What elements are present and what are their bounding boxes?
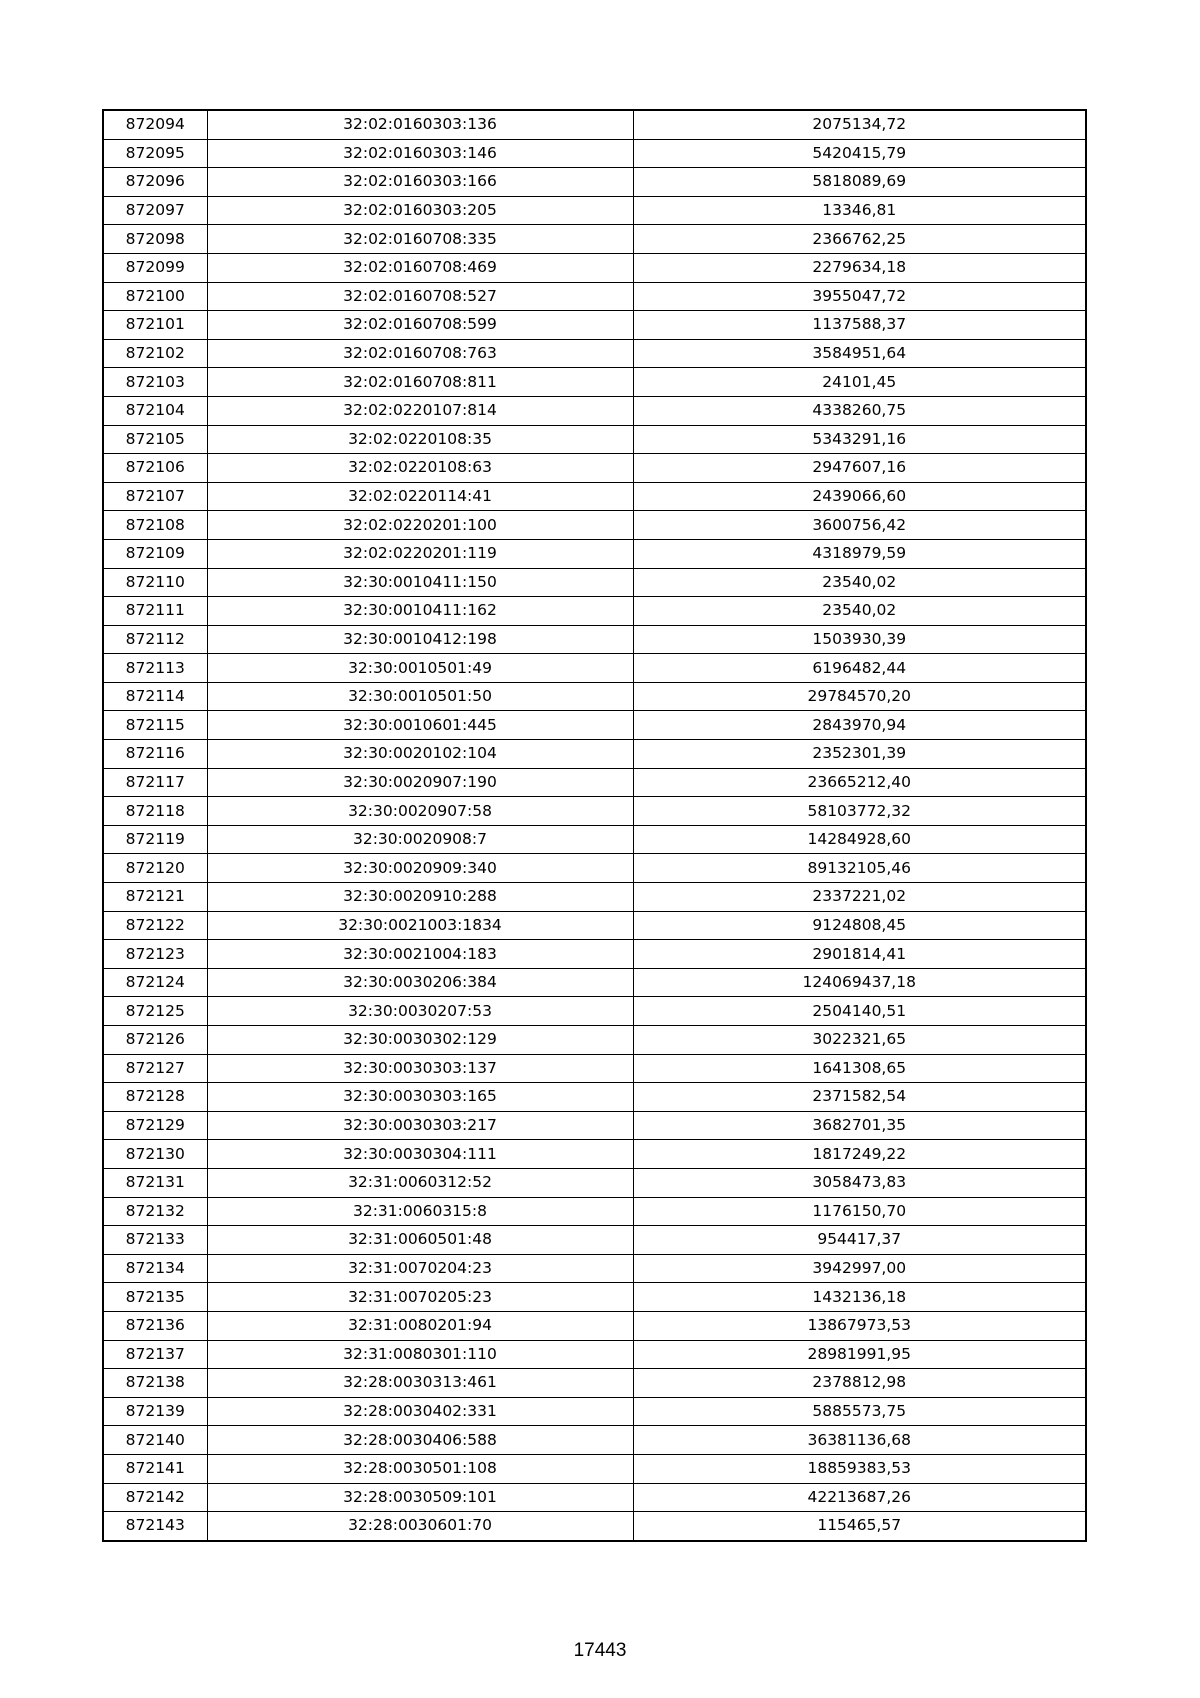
value-cell: 4318979,59	[633, 539, 1086, 568]
value-cell: 115465,57	[633, 1512, 1086, 1541]
value-cell: 124069437,18	[633, 968, 1086, 997]
cadastral-number-cell: 32:28:0030501:108	[207, 1454, 633, 1483]
row-id-cell: 872117	[103, 768, 207, 797]
table-row	[103, 1397, 1086, 1426]
row-id-cell: 872137	[103, 1340, 207, 1369]
cadastral-number-cell: 32:02:0160303:136	[207, 110, 633, 139]
cadastral-number-cell: 32:30:0020907:58	[207, 797, 633, 826]
cadastral-number-cell: 32:31:0060312:52	[207, 1168, 633, 1197]
row-id-cell: 872140	[103, 1426, 207, 1455]
cadastral-number-cell: 32:30:0020102:104	[207, 740, 633, 769]
cadastral-number-cell: 32:02:0220114:41	[207, 482, 633, 511]
row-id-cell: 872143	[103, 1512, 207, 1541]
value-cell: 23540,02	[633, 568, 1086, 597]
table-row	[103, 196, 1086, 225]
row-id-cell: 872142	[103, 1483, 207, 1512]
row-id-cell: 872114	[103, 682, 207, 711]
value-cell: 2075134,72	[633, 110, 1086, 139]
value-cell: 2843970,94	[633, 711, 1086, 740]
cadastral-number-cell: 32:02:0160303:205	[207, 196, 633, 225]
cadastral-number-cell: 32:30:0030303:217	[207, 1111, 633, 1140]
cadastral-number-cell: 32:02:0220107:814	[207, 396, 633, 425]
value-cell: 1817249,22	[633, 1140, 1086, 1169]
row-id-cell: 872097	[103, 196, 207, 225]
table-row	[103, 396, 1086, 425]
table-row	[103, 139, 1086, 168]
table-row	[103, 940, 1086, 969]
value-cell: 6196482,44	[633, 654, 1086, 683]
row-id-cell: 872116	[103, 740, 207, 769]
row-id-cell: 872104	[103, 396, 207, 425]
table-row	[103, 1054, 1086, 1083]
value-cell: 36381136,68	[633, 1426, 1086, 1455]
row-id-cell: 872109	[103, 539, 207, 568]
table-row	[103, 482, 1086, 511]
cadastral-number-cell: 32:31:0080201:94	[207, 1311, 633, 1340]
row-id-cell: 872136	[103, 1311, 207, 1340]
table-row	[103, 425, 1086, 454]
cadastral-number-cell: 32:30:0030207:53	[207, 997, 633, 1026]
value-cell: 954417,37	[633, 1226, 1086, 1255]
table-row	[103, 797, 1086, 826]
value-cell: 58103772,32	[633, 797, 1086, 826]
value-cell: 2279634,18	[633, 253, 1086, 282]
row-id-cell: 872124	[103, 968, 207, 997]
value-cell: 2352301,39	[633, 740, 1086, 769]
row-id-cell: 872112	[103, 625, 207, 654]
value-cell: 2337221,02	[633, 883, 1086, 912]
value-cell: 3942997,00	[633, 1254, 1086, 1283]
cadastral-number-cell: 32:28:0030601:70	[207, 1512, 633, 1541]
table-row	[103, 1168, 1086, 1197]
cadastral-number-cell: 32:30:0010412:198	[207, 625, 633, 654]
table-row	[103, 1483, 1086, 1512]
data-table-container	[102, 109, 1085, 1542]
row-id-cell: 872120	[103, 854, 207, 883]
table-row	[103, 911, 1086, 940]
row-id-cell: 872105	[103, 425, 207, 454]
value-cell: 1137588,37	[633, 311, 1086, 340]
value-cell: 4338260,75	[633, 396, 1086, 425]
table-row	[103, 654, 1086, 683]
row-id-cell: 872138	[103, 1369, 207, 1398]
row-id-cell: 872102	[103, 339, 207, 368]
value-cell: 24101,45	[633, 368, 1086, 397]
table-row	[103, 1111, 1086, 1140]
table-row	[103, 768, 1086, 797]
row-id-cell: 872099	[103, 253, 207, 282]
cadastral-number-cell: 32:30:0010501:49	[207, 654, 633, 683]
cadastral-number-cell: 32:30:0020910:288	[207, 883, 633, 912]
table-row	[103, 1340, 1086, 1369]
table-row	[103, 1311, 1086, 1340]
cadastral-number-cell: 32:30:0020907:190	[207, 768, 633, 797]
cadastral-number-cell: 32:31:0080301:110	[207, 1340, 633, 1369]
value-cell: 13346,81	[633, 196, 1086, 225]
cadastral-number-cell: 32:02:0160708:527	[207, 282, 633, 311]
table-row	[103, 682, 1086, 711]
cadastral-number-cell: 32:30:0020908:7	[207, 825, 633, 854]
cadastral-number-cell: 32:31:0070204:23	[207, 1254, 633, 1283]
value-cell: 1503930,39	[633, 625, 1086, 654]
row-id-cell: 872115	[103, 711, 207, 740]
cadastral-number-cell: 32:30:0021004:183	[207, 940, 633, 969]
value-cell: 2947607,16	[633, 454, 1086, 483]
table-row	[103, 253, 1086, 282]
cadastral-number-cell: 32:30:0010411:150	[207, 568, 633, 597]
row-id-cell: 872128	[103, 1083, 207, 1112]
value-cell: 5885573,75	[633, 1397, 1086, 1426]
table-row	[103, 1197, 1086, 1226]
value-cell: 18859383,53	[633, 1454, 1086, 1483]
row-id-cell: 872094	[103, 110, 207, 139]
row-id-cell: 872110	[103, 568, 207, 597]
cadastral-number-cell: 32:02:0220201:119	[207, 539, 633, 568]
value-cell: 2504140,51	[633, 997, 1086, 1026]
cadastral-number-cell: 32:02:0160303:166	[207, 168, 633, 197]
cadastral-number-cell: 32:31:0060501:48	[207, 1226, 633, 1255]
cadastral-number-cell: 32:02:0160708:763	[207, 339, 633, 368]
row-id-cell: 872100	[103, 282, 207, 311]
cadastral-number-cell: 32:30:0010411:162	[207, 597, 633, 626]
cadastral-number-cell: 32:30:0030303:137	[207, 1054, 633, 1083]
value-cell: 3022321,65	[633, 1026, 1086, 1055]
cadastral-number-cell: 32:02:0220108:35	[207, 425, 633, 454]
value-cell: 29784570,20	[633, 682, 1086, 711]
table-row	[103, 1426, 1086, 1455]
data-table	[102, 109, 1087, 1542]
row-id-cell: 872131	[103, 1168, 207, 1197]
row-id-cell: 872126	[103, 1026, 207, 1055]
cadastral-number-cell: 32:02:0220201:100	[207, 511, 633, 540]
table-row	[103, 1283, 1086, 1312]
row-id-cell: 872125	[103, 997, 207, 1026]
row-id-cell: 872113	[103, 654, 207, 683]
table-row	[103, 568, 1086, 597]
cadastral-number-cell: 32:31:0060315:8	[207, 1197, 633, 1226]
cadastral-number-cell: 32:28:0030313:461	[207, 1369, 633, 1398]
value-cell: 23540,02	[633, 597, 1086, 626]
cadastral-number-cell: 32:31:0070205:23	[207, 1283, 633, 1312]
table-row	[103, 740, 1086, 769]
value-cell: 42213687,26	[633, 1483, 1086, 1512]
row-id-cell: 872119	[103, 825, 207, 854]
row-id-cell: 872139	[103, 1397, 207, 1426]
table-row	[103, 1026, 1086, 1055]
table-row	[103, 511, 1086, 540]
cadastral-number-cell: 32:02:0160708:469	[207, 253, 633, 282]
table-row	[103, 225, 1086, 254]
value-cell: 28981991,95	[633, 1340, 1086, 1369]
row-id-cell: 872118	[103, 797, 207, 826]
row-id-cell: 872130	[103, 1140, 207, 1169]
cadastral-number-cell: 32:30:0010501:50	[207, 682, 633, 711]
row-id-cell: 872134	[103, 1254, 207, 1283]
row-id-cell: 872121	[103, 883, 207, 912]
value-cell: 23665212,40	[633, 768, 1086, 797]
table-row	[103, 1369, 1086, 1398]
row-id-cell: 872132	[103, 1197, 207, 1226]
value-cell: 2371582,54	[633, 1083, 1086, 1112]
cadastral-number-cell: 32:30:0030304:111	[207, 1140, 633, 1169]
row-id-cell: 872123	[103, 940, 207, 969]
cadastral-number-cell: 32:02:0220108:63	[207, 454, 633, 483]
value-cell: 3682701,35	[633, 1111, 1086, 1140]
value-cell: 2366762,25	[633, 225, 1086, 254]
value-cell: 1176150,70	[633, 1197, 1086, 1226]
row-id-cell: 872103	[103, 368, 207, 397]
row-id-cell: 872107	[103, 482, 207, 511]
value-cell: 3058473,83	[633, 1168, 1086, 1197]
value-cell: 13867973,53	[633, 1311, 1086, 1340]
value-cell: 1641308,65	[633, 1054, 1086, 1083]
table-row	[103, 1140, 1086, 1169]
row-id-cell: 872098	[103, 225, 207, 254]
value-cell: 3600756,42	[633, 511, 1086, 540]
table-row	[103, 625, 1086, 654]
cadastral-number-cell: 32:28:0030509:101	[207, 1483, 633, 1512]
value-cell: 5420415,79	[633, 139, 1086, 168]
cadastral-number-cell: 32:28:0030402:331	[207, 1397, 633, 1426]
table-row	[103, 1083, 1086, 1112]
table-row	[103, 110, 1086, 139]
table-row	[103, 1226, 1086, 1255]
row-id-cell: 872106	[103, 454, 207, 483]
cadastral-number-cell: 32:30:0030303:165	[207, 1083, 633, 1112]
row-id-cell: 872108	[103, 511, 207, 540]
value-cell: 2901814,41	[633, 940, 1086, 969]
row-id-cell: 872141	[103, 1454, 207, 1483]
row-id-cell: 872129	[103, 1111, 207, 1140]
row-id-cell: 872096	[103, 168, 207, 197]
cadastral-number-cell: 32:30:0010601:445	[207, 711, 633, 740]
value-cell: 3584951,64	[633, 339, 1086, 368]
cadastral-number-cell: 32:28:0030406:588	[207, 1426, 633, 1455]
table-row	[103, 539, 1086, 568]
value-cell: 5818089,69	[633, 168, 1086, 197]
table-row	[103, 997, 1086, 1026]
cadastral-number-cell: 32:02:0160708:335	[207, 225, 633, 254]
row-id-cell: 872101	[103, 311, 207, 340]
table-row	[103, 968, 1086, 997]
page-number: 17443	[573, 1640, 627, 1661]
table-row	[103, 282, 1086, 311]
value-cell: 1432136,18	[633, 1283, 1086, 1312]
table-row	[103, 854, 1086, 883]
cadastral-number-cell: 32:30:0030302:129	[207, 1026, 633, 1055]
row-id-cell: 872122	[103, 911, 207, 940]
row-id-cell: 872095	[103, 139, 207, 168]
value-cell: 89132105,46	[633, 854, 1086, 883]
table-row	[103, 825, 1086, 854]
cadastral-number-cell: 32:02:0160708:811	[207, 368, 633, 397]
table-row	[103, 1454, 1086, 1483]
value-cell: 2439066,60	[633, 482, 1086, 511]
table-row	[103, 883, 1086, 912]
row-id-cell: 872111	[103, 597, 207, 626]
cadastral-number-cell: 32:30:0021003:1834	[207, 911, 633, 940]
table-row	[103, 311, 1086, 340]
row-id-cell: 872135	[103, 1283, 207, 1312]
cadastral-number-cell: 32:02:0160708:599	[207, 311, 633, 340]
value-cell: 3955047,72	[633, 282, 1086, 311]
cadastral-number-cell: 32:02:0160303:146	[207, 139, 633, 168]
value-cell: 5343291,16	[633, 425, 1086, 454]
table-row	[103, 168, 1086, 197]
table-row	[103, 339, 1086, 368]
cadastral-number-cell: 32:30:0030206:384	[207, 968, 633, 997]
value-cell: 2378812,98	[633, 1369, 1086, 1398]
cadastral-number-cell: 32:30:0020909:340	[207, 854, 633, 883]
value-cell: 9124808,45	[633, 911, 1086, 940]
table-row	[103, 368, 1086, 397]
value-cell: 14284928,60	[633, 825, 1086, 854]
table-row	[103, 1254, 1086, 1283]
table-row	[103, 454, 1086, 483]
row-id-cell: 872127	[103, 1054, 207, 1083]
table-body	[103, 110, 1086, 1541]
table-row	[103, 597, 1086, 626]
row-id-cell: 872133	[103, 1226, 207, 1255]
table-row	[103, 1512, 1086, 1541]
table-row	[103, 711, 1086, 740]
